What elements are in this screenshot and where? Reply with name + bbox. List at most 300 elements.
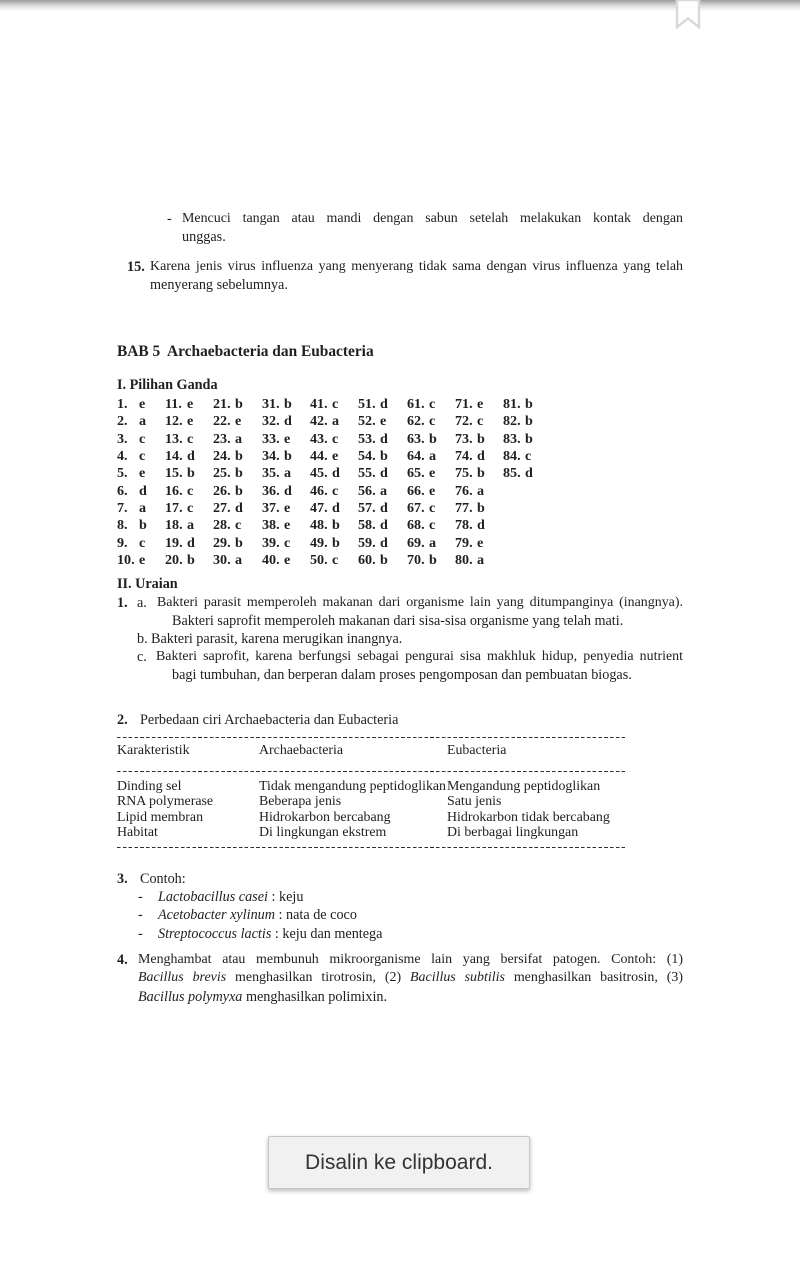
answer-letter: c (332, 552, 339, 569)
answer-cell (503, 413, 533, 430)
question-number: 2. (117, 413, 128, 430)
uraian-1c-label: c. (137, 649, 147, 665)
answer-letter: a (139, 500, 147, 517)
question-number: 51. (358, 396, 376, 412)
uraian-2-heading: Perbedaan ciri Archaebacteria dan Eubacteria (140, 712, 399, 728)
answer-cell (503, 431, 533, 448)
answer-letter: d (477, 517, 485, 534)
answer-row (117, 413, 557, 430)
answer-letter: d (380, 517, 388, 534)
uraian-3-heading: Contoh: (140, 871, 186, 887)
uraian-1a-line-2: Bakteri saprofit memperoleh makanan dari sisa-sisa organisme yang telah mati. (172, 613, 624, 629)
answer-cell (165, 500, 193, 517)
question-number: 52. (358, 413, 376, 430)
question-number: 23. (213, 430, 231, 447)
item-15-number: 15. (127, 259, 145, 275)
answer-letter: a (139, 413, 147, 430)
answer-cell (407, 448, 436, 465)
answer-cell (165, 552, 195, 569)
answer-cell (358, 431, 388, 448)
answer-cell (213, 517, 241, 534)
answer-letter: e (139, 465, 146, 482)
answer-letter: c (429, 500, 436, 517)
answer-row (117, 465, 557, 482)
question-number: 13. (165, 430, 183, 447)
answer-letter: d (380, 500, 388, 517)
question-number: 35. (262, 465, 280, 482)
answer-cell (117, 500, 146, 517)
uraian-1c-line-2: bagi tumbuhan, dan berperan dalam proses pengomposan dan pembuatan biogas. (172, 667, 632, 683)
question-number: 40. (262, 552, 280, 569)
answer-cell (407, 552, 437, 569)
question-number: 26. (213, 482, 231, 499)
answer-letter: d (332, 465, 340, 482)
answer-cell (165, 448, 195, 465)
answer-cell (165, 413, 193, 430)
answer-cell (310, 535, 340, 552)
question-number: 22. (213, 413, 231, 430)
answer-cell (262, 552, 290, 569)
species-desc: : keju (267, 889, 304, 905)
answer-letter: c (477, 413, 484, 430)
question-number: 79. (455, 534, 473, 551)
chapter-heading: BAB 5 Archaebacteria dan Eubacteria (117, 343, 374, 360)
answer-letter: a (477, 482, 485, 499)
answer-letter: b (235, 396, 243, 412)
question-number: 59. (358, 534, 376, 551)
answer-cell (165, 465, 195, 482)
answer-cell (407, 396, 435, 413)
answer-letter: a (235, 552, 243, 569)
table-cell: Beberapa jenis (259, 794, 342, 809)
question-number: 48. (310, 517, 328, 534)
answer-letter: c (332, 430, 339, 447)
answer-cell (310, 517, 340, 534)
section-2-heading: II. Uraian (117, 576, 178, 592)
question-number: 80. (455, 552, 473, 569)
answer-letter: e (284, 552, 291, 569)
question-number: 46. (310, 482, 328, 499)
answer-cell (262, 535, 290, 552)
answer-cell (455, 552, 484, 569)
question-number: 67. (407, 500, 425, 517)
question-number: 1. (117, 396, 128, 412)
question-number: 16. (165, 482, 183, 499)
answer-cell (407, 413, 435, 430)
question-number: 19. (165, 534, 183, 551)
answer-letter: b (380, 552, 388, 569)
question-number: 84. (503, 448, 521, 465)
answer-letter: e (235, 413, 242, 430)
species-name: Streptococcus lactis (158, 926, 272, 942)
text-segment: menghasilkan basitrosin, (3) (504, 970, 683, 985)
question-number: 61. (407, 396, 425, 412)
answer-cell (455, 448, 485, 465)
answer-cell (262, 431, 290, 448)
question-number: 49. (310, 534, 328, 551)
answer-cell (262, 483, 292, 500)
species-name: Bacillus subtilis (410, 970, 505, 985)
text-segment: menghasilkan tirotrosin, (2) (226, 970, 411, 985)
question-number: 27. (213, 500, 231, 517)
question-number: 85. (503, 465, 521, 482)
question-number: 9. (117, 534, 128, 551)
answer-letter: c (429, 517, 436, 534)
answer-cell (358, 517, 388, 534)
species-desc: : nata de coco (275, 907, 357, 923)
answer-cell (310, 431, 338, 448)
question-number: 71. (455, 396, 473, 412)
answer-letter: d (380, 534, 388, 551)
table-cell: Hidrokarbon bercabang (259, 810, 391, 825)
question-number: 55. (358, 465, 376, 482)
answer-letter: b (235, 465, 243, 482)
question-number: 78. (455, 517, 473, 534)
answer-cell (407, 431, 437, 448)
question-number: 6. (117, 482, 128, 499)
answer-cell (455, 465, 485, 482)
answer-cell (117, 483, 147, 500)
uraian-1c-line-1: Bakteri saprofit, karena berfungsi sebagai pengurai sisa makhluk hidup, penyedia nutrient (156, 649, 683, 664)
answer-letter: b (429, 552, 437, 569)
answer-cell (262, 500, 290, 517)
answer-row (117, 535, 557, 552)
answer-row (117, 431, 557, 448)
answer-letter: e (284, 500, 291, 517)
question-number: 82. (503, 413, 521, 430)
table-cell: Hidrokarbon tidak bercabang (447, 810, 610, 825)
answer-cell (310, 465, 340, 482)
bullet-line-2: unggas. (182, 229, 226, 245)
answer-grid (117, 396, 557, 569)
list-item (158, 888, 303, 906)
question-number: 44. (310, 448, 328, 465)
answer-letter: a (187, 517, 195, 534)
item-15-line-1: Karena jenis virus influenza yang menyerang tidak sama dengan virus influenza yang telah (150, 259, 683, 274)
question-number: 72. (455, 413, 473, 430)
question-number: 76. (455, 482, 473, 499)
answer-cell (455, 413, 483, 430)
table-cell: Mengandung peptidoglikan (447, 779, 601, 794)
answer-letter: b (477, 465, 485, 482)
question-number: 7. (117, 500, 128, 517)
question-number: 64. (407, 448, 425, 465)
species-name: Bacillus brevis (138, 970, 227, 985)
answer-letter: e (332, 448, 339, 465)
question-number: 8. (117, 517, 128, 534)
answer-letter: c (235, 517, 242, 534)
answer-row (117, 517, 557, 534)
question-number: 43. (310, 430, 328, 447)
question-number: 32. (262, 413, 280, 430)
answer-cell (407, 535, 436, 552)
answer-cell (358, 396, 388, 413)
answer-cell (165, 431, 193, 448)
answer-letter: b (380, 448, 388, 465)
answer-letter: d (332, 500, 340, 517)
answer-row (117, 483, 557, 500)
answer-cell (213, 431, 242, 448)
answer-cell (310, 448, 338, 465)
answer-cell (117, 535, 145, 552)
answer-letter: b (429, 430, 437, 447)
answer-letter: d (380, 465, 388, 482)
answer-cell (262, 413, 292, 430)
answer-letter: c (139, 430, 146, 447)
uraian-4-line-2 (138, 969, 683, 987)
question-number: 41. (310, 396, 328, 412)
answer-letter: c (187, 430, 194, 447)
table-cell: Habitat (117, 825, 158, 840)
item-15-line-2: menyerang sebelumnya. (150, 277, 288, 293)
question-number: 29. (213, 534, 231, 551)
question-number: 3. (117, 430, 128, 447)
uraian-4-line-3 (138, 988, 387, 1006)
question-number: 47. (310, 500, 328, 517)
answer-cell (117, 552, 145, 569)
answer-cell (117, 431, 145, 448)
uraian-4-number: 4. (117, 952, 128, 968)
answer-cell (262, 517, 290, 534)
answer-cell (262, 448, 292, 465)
question-number: 53. (358, 430, 376, 447)
answer-cell (262, 396, 292, 413)
question-number: 34. (262, 448, 280, 465)
question-number: 45. (310, 465, 328, 482)
answer-letter: b (525, 396, 533, 412)
species-name: Acetobacter xylinum (158, 907, 275, 923)
answer-cell (407, 483, 435, 500)
answer-cell (213, 465, 243, 482)
question-number: 39. (262, 534, 280, 551)
question-number: 37. (262, 500, 280, 517)
answer-letter: a (332, 413, 340, 430)
question-number: 73. (455, 430, 473, 447)
question-number: 68. (407, 517, 425, 534)
question-number: 57. (358, 500, 376, 517)
answer-letter: e (380, 413, 387, 430)
question-number: 83. (503, 430, 521, 447)
question-number: 50. (310, 552, 328, 569)
answer-letter: c (332, 482, 339, 499)
answer-letter: c (187, 500, 194, 517)
question-number: 66. (407, 482, 425, 499)
answer-letter: a (235, 430, 243, 447)
answer-cell (262, 465, 291, 482)
answer-cell (407, 500, 435, 517)
table-cell: Lipid membran (117, 810, 204, 825)
answer-cell (213, 535, 243, 552)
answer-cell (117, 517, 147, 534)
answer-cell (358, 465, 388, 482)
toast-message: Disalin ke clipboard. (305, 1150, 493, 1174)
question-number: 33. (262, 430, 280, 447)
question-number: 65. (407, 465, 425, 482)
answer-letter: b (284, 396, 292, 412)
uraian-1a-line-1: Bakteri parasit memperoleh makanan dari organisme lain yang ditumpanginya (inangnya). (157, 595, 683, 610)
answer-letter: c (284, 534, 291, 551)
table-header-archaebacteria: Archaebacteria (259, 743, 344, 758)
answer-letter: a (284, 465, 292, 482)
uraian-3-number: 3. (117, 871, 128, 887)
answer-cell (455, 517, 485, 534)
bookmark-icon[interactable] (675, 0, 701, 30)
answer-letter: b (525, 413, 533, 430)
answer-letter: e (284, 430, 291, 447)
answer-letter: d (380, 396, 388, 412)
question-number: 31. (262, 396, 280, 412)
list-dash: - (138, 907, 143, 923)
question-number: 63. (407, 430, 425, 447)
question-number: 81. (503, 396, 521, 412)
question-number: 10. (117, 552, 135, 569)
clipboard-toast (268, 1136, 530, 1189)
answer-letter: e (477, 396, 484, 412)
species-name: Lactobacillus casei (158, 889, 268, 905)
answer-row (117, 552, 557, 569)
answer-cell (213, 448, 243, 465)
answer-letter: b (235, 482, 243, 499)
table-divider-header (117, 771, 627, 772)
question-number: 42. (310, 413, 328, 430)
question-number: 60. (358, 552, 376, 569)
answer-letter: c (139, 534, 146, 551)
answer-cell (213, 396, 243, 413)
uraian-2-number: 2. (117, 712, 128, 728)
answer-cell (455, 431, 485, 448)
text-segment: Menghambat atau membunuh mikroorganisme lain yang bersifat patogen. Contoh: (1) (138, 952, 683, 967)
answer-cell (407, 517, 435, 534)
question-number: 21. (213, 396, 231, 412)
answer-cell (213, 483, 243, 500)
table-cell: Satu jenis (447, 794, 502, 809)
answer-cell (358, 500, 388, 517)
table-divider-top (117, 737, 627, 738)
question-number: 58. (358, 517, 376, 534)
answer-letter: b (332, 517, 340, 534)
answer-letter: e (429, 482, 436, 499)
answer-letter: b (332, 534, 340, 551)
answer-cell (310, 396, 338, 413)
answer-letter: c (525, 448, 532, 465)
answer-letter: a (380, 482, 388, 499)
answer-cell (503, 465, 533, 482)
answer-letter: b (477, 430, 485, 447)
question-number: 30. (213, 552, 231, 569)
answer-letter: e (187, 396, 194, 412)
answer-cell (455, 396, 483, 413)
table-cell: Di lingkungan ekstrem (259, 825, 387, 840)
answer-cell (455, 535, 483, 552)
bullet-line-1: Mencuci tangan atau mandi dengan sabun setelah melakukan kontak dengan (182, 211, 683, 226)
answer-letter: c (429, 396, 436, 412)
question-number: 75. (455, 465, 473, 482)
table-cell: Dinding sel (117, 779, 182, 794)
uraian-4-line-1 (138, 951, 683, 969)
answer-letter: d (187, 534, 195, 551)
answer-cell (117, 448, 145, 465)
question-number: 18. (165, 517, 183, 534)
answer-letter: b (284, 448, 292, 465)
answer-letter: a (429, 534, 437, 551)
question-number: 56. (358, 482, 376, 499)
answer-cell (407, 465, 435, 482)
uraian-1b-label: b. (137, 631, 148, 647)
answer-cell (503, 396, 533, 413)
answer-letter: e (429, 465, 436, 482)
question-number: 14. (165, 448, 183, 465)
answer-letter: d (525, 465, 533, 482)
answer-cell (358, 552, 388, 569)
table-divider-bottom (117, 847, 627, 848)
question-number: 15. (165, 465, 183, 482)
species-desc: : keju dan mentega (271, 926, 383, 942)
bullet-dash: - (167, 211, 172, 227)
answer-letter: c (332, 396, 339, 412)
answer-cell (358, 535, 388, 552)
uraian-1-number: 1. (117, 595, 128, 611)
answer-cell (310, 413, 339, 430)
section-1-heading: I. Pilihan Ganda (117, 377, 218, 393)
answer-letter: b (187, 552, 195, 569)
question-number: 77. (455, 500, 473, 517)
uraian-1a-label: a. (137, 595, 147, 611)
answer-letter: e (139, 552, 146, 569)
answer-letter: e (139, 396, 146, 412)
answer-letter: d (284, 413, 292, 430)
question-number: 70. (407, 552, 425, 569)
question-number: 74. (455, 448, 473, 465)
answer-cell (165, 483, 193, 500)
answer-cell (455, 483, 484, 500)
list-dash: - (138, 926, 143, 942)
answer-letter: e (477, 534, 484, 551)
answer-cell (165, 396, 193, 413)
answer-row (117, 448, 557, 465)
uraian-1b-line: Bakteri parasit, karena merugikan inangnya. (151, 631, 403, 647)
list-item (158, 906, 357, 924)
table-cell: Di berbagai lingkungan (447, 825, 579, 840)
answer-letter: d (235, 500, 243, 517)
answer-letter: b (525, 430, 533, 447)
answer-letter: e (187, 413, 194, 430)
question-number: 38. (262, 517, 280, 534)
table-cell: Tidak mengandung peptidoglikan (259, 779, 446, 794)
answer-cell (310, 552, 338, 569)
answer-letter: d (284, 482, 292, 499)
answer-letter: e (284, 517, 291, 534)
answer-letter: d (187, 448, 195, 465)
answer-letter: d (477, 448, 485, 465)
list-item (158, 925, 382, 943)
list-dash: - (138, 889, 143, 905)
question-number: 54. (358, 448, 376, 465)
answer-row (117, 500, 557, 517)
answer-cell (358, 448, 388, 465)
answer-cell (165, 535, 195, 552)
question-number: 5. (117, 465, 128, 482)
answer-cell (358, 483, 387, 500)
species-name: Bacillus polymyxa (138, 989, 243, 1005)
question-number: 20. (165, 552, 183, 569)
table-cell: RNA polymerase (117, 794, 214, 809)
answer-letter: b (187, 465, 195, 482)
answer-letter: b (235, 534, 243, 551)
question-number: 69. (407, 534, 425, 551)
question-number: 17. (165, 500, 183, 517)
answer-row (117, 396, 557, 413)
answer-cell (310, 483, 338, 500)
